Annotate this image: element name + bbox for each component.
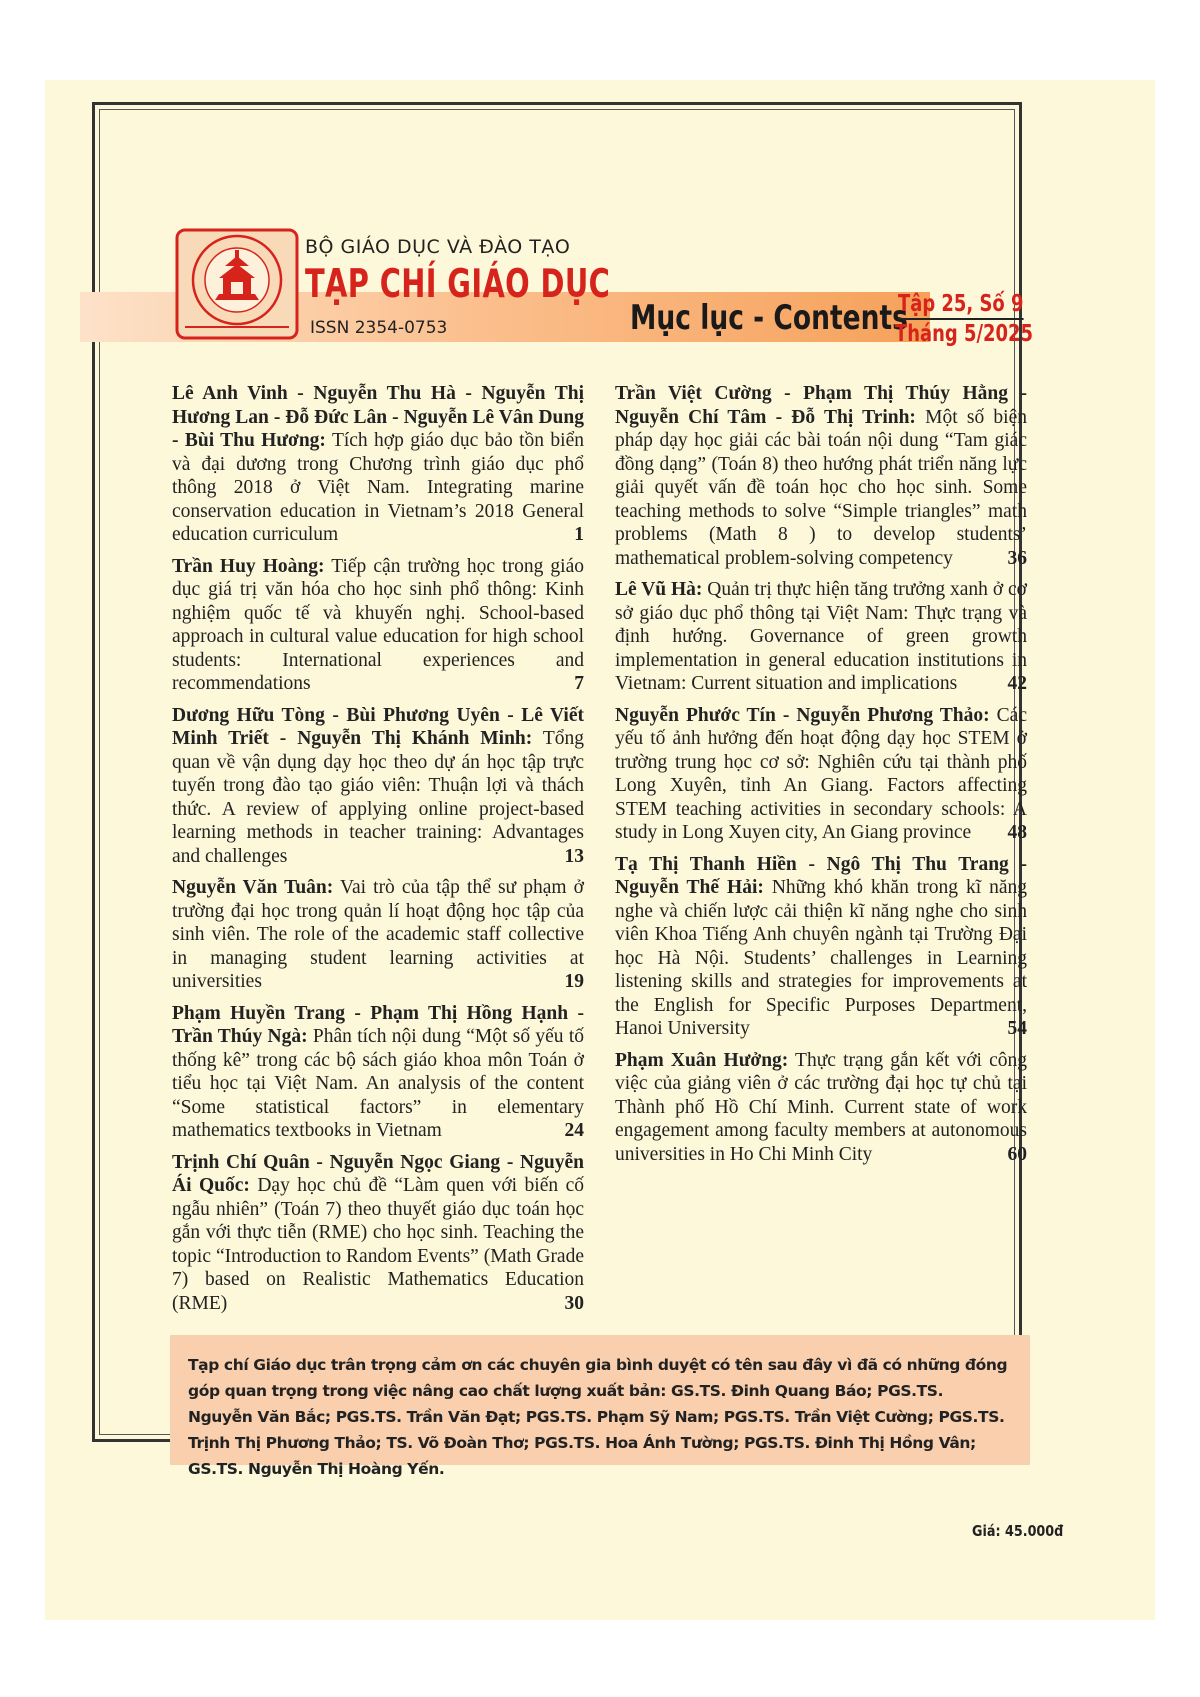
entry-authors: Trịnh Chí Quân - Nguyễn Ngọc Giang - Nguyễn Ái Quốc:: [172, 1151, 584, 1196]
entry-authors: Lê Vũ Hà:: [615, 579, 703, 600]
volume-issue: Tập 25, Số 9: [898, 291, 1023, 320]
toc-entry[interactable]: [615, 578, 1027, 696]
entry-title: Vai trò của tập thể sư phạm ở trường đại học trong quản lí hoạt động học tập của sinh viên. The role of the academic staff collective in managing student learning activities at universities: [172, 877, 584, 992]
toc-entry[interactable]: [172, 1002, 584, 1143]
issn: ISSN 2354-0753: [310, 318, 448, 338]
entry-title: Tiếp cận trường học trong giáo dục giá trị văn hóa cho học sinh phổ thông: Kinh nghiệm quốc tế và khuyến nghị. School-based approach in cultural value education for high school students: International experiences and recommendations: [172, 555, 585, 694]
journal-seal-icon: [175, 228, 299, 340]
entry-authors: Phạm Huyền Trang - Phạm Thị Hồng Hạnh - Trần Thúy Ngà:: [172, 1002, 584, 1047]
entry-page: 19: [564, 971, 584, 992]
toc-entry[interactable]: [615, 704, 1027, 845]
price-label: Giá: 45.000đ: [972, 1522, 1064, 1540]
entry-authors: Trần Huy Hoàng:: [172, 555, 325, 577]
entry-page: 48: [1007, 822, 1027, 843]
entry-authors: Tạ Thị Thanh Hiền - Ngô Thị Thu Trang - Nguyễn Thế Hải:: [615, 853, 1027, 898]
entry-page: 54: [1007, 1018, 1027, 1039]
toc-entry[interactable]: [172, 555, 584, 696]
entry-page: 24: [564, 1120, 584, 1141]
toc-entry[interactable]: [172, 704, 584, 869]
entry-page: 36: [1007, 547, 1027, 569]
issue-month: Tháng 5/2025: [895, 321, 1033, 347]
entry-authors: Nguyễn Văn Tuân:: [172, 877, 334, 898]
contents-column-left: [172, 382, 584, 1323]
entry-page: 13: [564, 845, 584, 867]
entry-authors: Dương Hữu Tòng - Bùi Phương Uyên - Lê Viết Minh Triết - Nguyễn Thị Khánh Minh:: [172, 704, 584, 749]
reviewer-thanks-box: Tạp chí Giáo dục trân trọng cảm ơn các chuyên gia bình duyệt có tên sau đây vì đã có những đóng góp quan trọng trong việc nâng cao chất lượng xuất bản: GS.TS. Đinh Quang Báo; PGS.TS. Nguyễn Văn Bắc; PGS.TS. Trần Văn Đạt; PGS.TS. Phạm Sỹ Nam; PGS.TS. Trần Việt Cường; PGS.TS. Trịnh Thị Phương Thảo; TS. Võ Đoàn Thơ; PGS.TS. Hoa Ánh Tường; PGS.TS. Đinh Thị Hồng Vân; GS.TS. Nguyễn Thị Hoàng Yến.: [170, 1335, 1030, 1465]
ministry-name: BỘ GIÁO DỤC VÀ ĐÀO TẠO: [305, 236, 571, 258]
entry-page: 30: [564, 1292, 584, 1314]
entry-page: 7: [574, 673, 584, 694]
entry-authors: Phạm Xuân Hưởng:: [615, 1049, 789, 1071]
entry-authors: Lê Anh Vinh - Nguyễn Thu Hà - Nguyễn Thị Hương Lan - Đỗ Đức Lân - Nguyễn Lê Vân Dung - Bùi Thu Hương:: [172, 383, 584, 451]
contents-column-right: [615, 382, 1027, 1174]
entry-page: 1: [574, 524, 584, 545]
entry-authors: Nguyễn Phước Tín - Nguyễn Phương Thảo:: [615, 704, 990, 726]
toc-entry[interactable]: [615, 853, 1027, 1041]
toc-entry[interactable]: [172, 876, 584, 994]
entry-page: 60: [1007, 1143, 1027, 1165]
entry-title: Quản trị thực hiện tăng trưởng xanh ở cơ sở giáo dục phổ thông tại Việt Nam: Thực trạng và định hướng. Governance of green growth implementation in general education institutions in Vietnam: Current situation and implications: [615, 579, 1027, 694]
entry-page: 42: [1007, 673, 1027, 694]
toc-entry[interactable]: [615, 382, 1027, 570]
entry-title: Các yếu tố ảnh hưởng đến hoạt động dạy học STEM ở trường trung học cơ sở: Nghiên cứu tại thành phố Long Xuyên, tỉnh An Giang. Factors affecting STEM teaching activities in secondary schools: A study in Long Xuyen city, An Giang province: [615, 704, 1027, 843]
entry-title: Một số biện pháp dạy học giải các bài toán nội dung “Tam giác đồng dạng” (Toán 8) theo hướng phát triển năng lực giải quyết vấn đề toán học cho học sinh. Some teaching methods to solve “Simple triangles” math problems (Math 8 ) to develop students’ mathematical problem-solving competency: [615, 406, 1027, 569]
entry-title: Tích hợp giáo dục bảo tồn biển và đại dương trong Chương trình giáo dục phổ thông 2018 ở Việt Nam. Integrating marine conservation education in Vietnam’s 2018 General education curriculum: [172, 430, 584, 545]
toc-entry[interactable]: [615, 1049, 1027, 1167]
toc-entry[interactable]: [172, 382, 584, 547]
journal-title: TẠP CHÍ GIÁO DỤC: [305, 262, 611, 307]
entry-title: Dạy học chủ đề “Làm quen với biến cố ngẫu nhiên” (Toán 7) theo thuyết giáo dục toán học gắn với thực tiễn (RME) cho học sinh. Teaching the topic “Introduction to Random Events” (Math Grade 7) based on Realistic Mathematics Education (RME): [172, 1175, 584, 1314]
entry-title: Thực trạng gắn kết với công việc của giảng viên ở các trường đại học tự chủ tại Thành phố Hồ Chí Minh. Current state of work engagement among faculty members at autonomous universities in Ho Chi Minh City: [615, 1049, 1027, 1165]
toc-entry[interactable]: [172, 1151, 584, 1316]
entry-title: Những khó khăn trong kĩ năng nghe và chiến lược cải thiện kĩ năng nghe cho sinh viên Khoa Tiếng Anh chuyên ngành tại Trường Đại học Hà Nội. Students’ challenges in Learning listening skills and strategies for improvements at the English for Specific Purposes Department, Hanoi University: [615, 877, 1027, 1039]
entry-title: Phân tích nội dung “Một số yếu tố thống kê” trong các bộ sách giáo khoa môn Toán ở tiểu học tại Việt Nam. An analysis of the content “Some statistical factors” in elementary mathematics textbooks in Vietnam: [172, 1026, 584, 1141]
entry-authors: Trần Việt Cường - Phạm Thị Thúy Hằng - Nguyễn Chí Tâm - Đỗ Thị Trinh:: [615, 383, 1027, 428]
contents-title: Mục lục - Contents: [630, 298, 908, 338]
entry-title: Tổng quan về vận dụng dạy học theo dự án học tập trực tuyến trong đào tạo giáo viên: Thuận lợi và thách thức. A review of applying online project-based learning methods in teacher training: Advantages and challenges: [172, 728, 584, 867]
